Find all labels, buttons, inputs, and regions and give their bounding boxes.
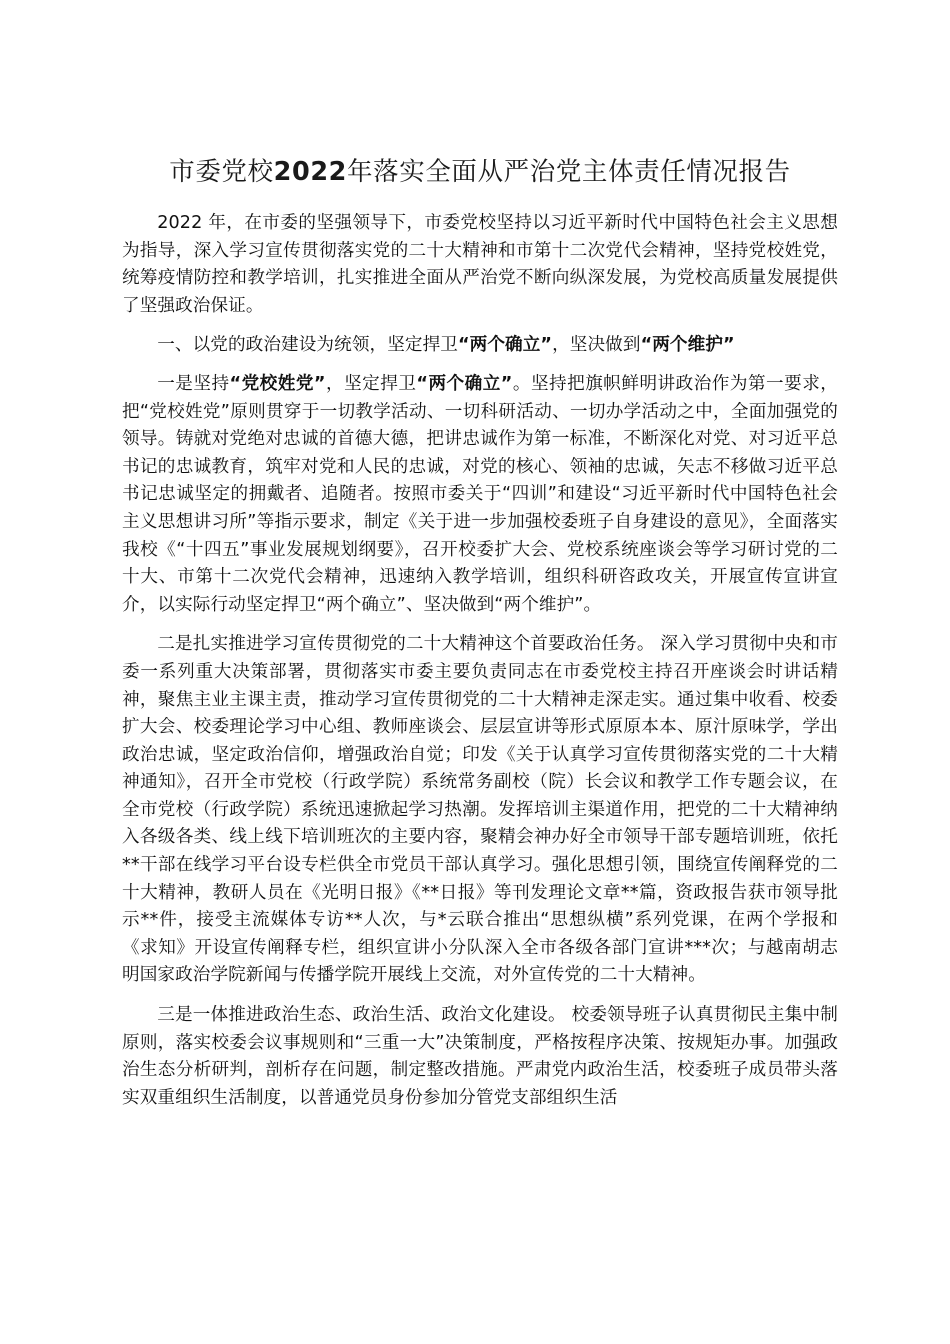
item-2-lead: 二是扎实推进学习宣传贯彻党的二十大精神这个首要政治任务。 bbox=[157, 634, 655, 655]
item-3-lead: 三是一体推进政治生态、政治生活、政治文化建设。 bbox=[157, 1005, 566, 1026]
title-year: 2022 bbox=[273, 157, 348, 187]
item-3-paragraph bbox=[122, 1002, 838, 1112]
item-1-lead-c: ，坚定捍卫 bbox=[325, 373, 417, 394]
title-suffix: 年落实全面从严治党主体责任情况报告 bbox=[347, 157, 791, 187]
section-heading-1-part-d: “两个维护” bbox=[640, 335, 735, 356]
item-2-body: 深入学习贯彻中央和市委一系列重大决策部署，贯彻落实市委主要负责同志在市委党校主持召开座谈会时讲话精神，聚焦主业主课主责，推动学习宣传贯彻党的二十大精神走深走实。通过集中收看、校委扩大会、校委理论学习中心组、教师座谈会、层层宣讲等形式原原本本、原汁原味学，学出政治忠诚，坚定政治信仰，增强政治自觉；印发《关于认真学习宣传贯彻落实党的二十大精神通知》，召开全市党校（行政学院）系统常务副校（院）长会议和教学工作专题会议，在全市党校（行政学院）系统迅速掀起学习热潮。发挥培训主渠道作用，把党的二十大精神纳入各级各类、线上线下培训班次的主要内容，聚精会神办好全市领导干部专题培训班，依托**干部在线学习平台设专栏供全市党员干部认真学习。强化思想引领，围绕宣传阐释党的二十大精神，教研人员在《光明日报》《**日报》等刊发理论文章**篇，资政报告获市领导批示**件，接受主流媒体专访**人次，与*云联合推出“思想纵横”系列党课，在两个学报和《求知》开设宣传阐释专栏，组织宣讲小分队深入全市各级各部门宣讲***次；与越南胡志明国家政治学院新闻与传播学院开展线上交流，对外宣传党的二十大精神。 bbox=[122, 634, 838, 986]
item-1-lead-a: 一是坚持 bbox=[157, 373, 230, 394]
section-heading-1 bbox=[122, 332, 838, 360]
item-1-lead-b: “党校姓党” bbox=[229, 373, 326, 394]
item-1-lead-e: 。 bbox=[512, 373, 531, 394]
intro-paragraph: 2022 年，在市委的坚强领导下，市委党校坚持以习近平新时代中国特色社会主义思想为指导，深入学习宣传贯彻落实党的二十大精神和市第十二次党代会精神，坚持党校姓党，统筹疫情防控和教学培训，扎实推进全面从严治党不断向纵深发展，为党校高质量发展提供了坚强政治保证。 bbox=[122, 213, 838, 316]
document-body bbox=[122, 150, 838, 1112]
item-1-lead-d: “两个确立” bbox=[416, 373, 513, 394]
item-1-body: 坚持把旗帜鲜明讲政治作为第一要求，把“党校姓党”原则贯穿于一切教学活动、一切科研活动、一切办学活动之中，全面加强党的领导。铸就对党绝对忠诚的首德大德，把讲忠诚作为第一标准，不断深化对党、对习近平总书记的忠诚教育，筑牢对党和人民的忠诚，对党的核心、领袖的忠诚，矢志不移做习近平总书记忠诚坚定的拥戴者、追随者。按照市委关于“四训”和建设“习近平新时代中国特色社会主义思想讲习所”等指示要求，制定《关于进一步加强校委班子自身建设的意见》，全面落实我校《“十四五”事业发展规划纲要》，召开校委扩大会、党校系统座谈会等学习研讨党的二十大、市第十二次党代会精神，迅速纳入教学培训，组织科研咨政攻关，开展宣传宣讲宣介，以实际行动坚定捍卫“两个确立”、坚决做到“两个维护”。 bbox=[122, 373, 838, 615]
section-heading-1-part-c: ，坚决做到 bbox=[552, 335, 641, 356]
title-prefix: 市委党校 bbox=[169, 157, 274, 187]
section-heading-1-part-b: “两个确立” bbox=[457, 335, 553, 356]
document-title bbox=[122, 150, 838, 194]
item-1-paragraph bbox=[122, 371, 838, 619]
section-heading-1-part-a: 一、以党的政治建设为统领，坚定捍卫 bbox=[157, 335, 458, 356]
item-2-paragraph bbox=[122, 631, 838, 990]
item-3-body: 校委领导班子认真贯彻民主集中制原则，落实校委会议事规则和“三重一大”决策制度，严格按程序决策、按规矩办事。加强政治生态分析研判，剖析存在问题，制定整改措施。严肃党内政治生活，校委班子成员带头落实双重组织生活制度，以普通党员身份参加分管党支部组织生活 bbox=[122, 1005, 838, 1108]
